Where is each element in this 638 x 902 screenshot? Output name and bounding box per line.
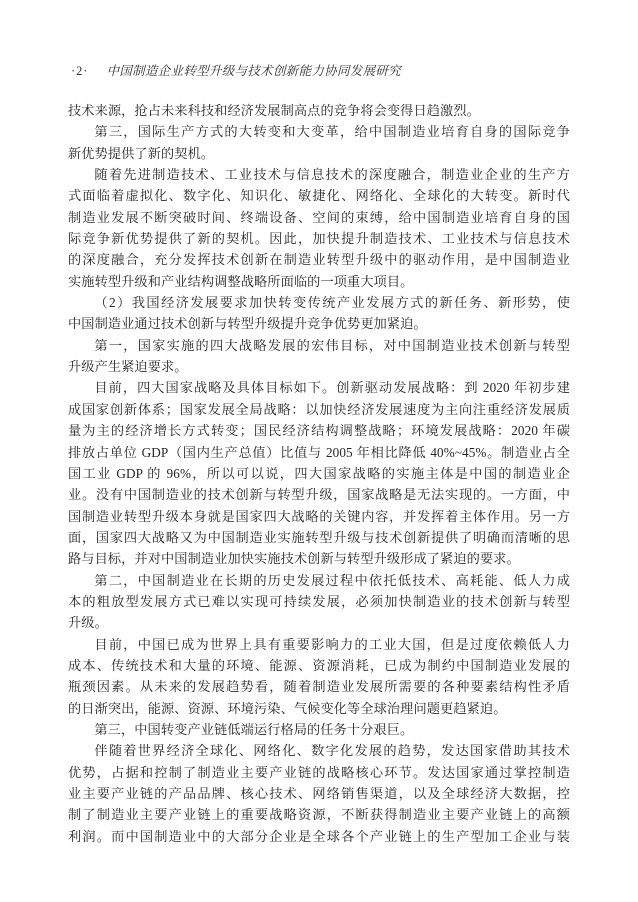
- text-line: 面，国家四大战略又为中国制造业实施转型升级与技术创新提供了明确而清晰的思: [68, 529, 570, 545]
- text-line: 实施转型升级和产业结构调整战略所面临的一项重大项目。: [68, 273, 414, 289]
- text-line: 成国家创新体系；国家发展全局战略：以加快经济发展速度为主向注重经济发展质: [68, 401, 570, 417]
- text-line: 国制造业转型升级本身就是国家四大战略的关键内容，并发挥着主体作用。另一方: [68, 508, 570, 524]
- text-line: 量为主的经济增长方式转变；国民经济结构调整战略；环境发展战略：2020 年碳: [68, 423, 570, 439]
- text-line: 第一，国家实施的四大战略发展的宏伟目标，对中国制造业技术创新与转型: [94, 337, 570, 353]
- running-header: [71, 61, 571, 79]
- text-line: 第三，中国转变产业链低端运行格局的任务十分艰巨。: [94, 721, 414, 737]
- text-line: 目前，中国已成为世界上具有重要影响力的工业大国，但是过度依赖低人力: [94, 636, 570, 652]
- text-line: 制造业发展不断突破时间、终端设备、空间的束缚，给中国制造业培育自身的国: [68, 209, 570, 225]
- running-header-title: 中国制造企业转型升级与技术创新能力协同发展研究: [106, 64, 401, 78]
- text-line: 目前，四大国家战略及具体目标如下。创新驱动发展战略：到 2020 年初步建: [94, 380, 570, 396]
- text-line: 伴随着世界经济全球化、网络化、数字化发展的趋势，发达国家借助其技术: [94, 743, 570, 759]
- text-line: 路与目标，并对中国制造业加快实施技术创新与转型升级形成了紧迫的要求。: [68, 551, 520, 567]
- text-line: 随着先进制造技术、工业技术与信息技术的深度融合，制造业企业的生产方: [94, 167, 570, 183]
- text-line: 业。没有中国制造业的技术创新与转型升级，国家战略是无法实现的。一方面，中: [68, 487, 570, 503]
- text-line: 中国制造业通过技术创新与转型升级提升竞争优势更加紧迫。: [68, 316, 427, 332]
- text-line: 的深度融合，充分发挥技术创新在制造业转型升级中的驱动作用，是中国制造业: [68, 252, 570, 268]
- text-line: 的日渐突出，能源、资源、环境污染、气候变化等全球治理问题更趋紧迫。: [68, 700, 507, 716]
- text-line: 技术来源，抢占未来科技和经济发展制高点的竞争将会变得日趋激烈。: [68, 103, 480, 118]
- text-line: 优势，占据和控制了制造业主要产业链的战略核心环节。发达国家通过掌控制造: [68, 764, 570, 780]
- page-number: ·2·: [71, 64, 89, 78]
- text-line: 第二，中国制造业在长期的历史发展过程中依托低技术、高耗能、低人力成: [94, 572, 570, 588]
- text-line: 瓶颈因素。从未来的发展趋势看，随着制造业发展所需要的各种要素结构性矛盾: [68, 679, 570, 695]
- text-line: 制了制造业主要产业链上的重要战略资源，不断获得制造业主要产业链上的高额: [68, 807, 570, 823]
- text-line: 式面临着虚拟化、数字化、知识化、敏捷化、网络化、全球化的大转变。新时代: [68, 188, 570, 204]
- text-line: 第三，国际生产方式的大转变和大变革，给中国制造业培育自身的国际竞争: [94, 124, 570, 140]
- text-line: 国工业 GDP 的 96%，所以可以说，四大国家战略的实施主体是中国的制造业企: [68, 465, 570, 481]
- text-line: 升级。: [68, 615, 108, 631]
- text-line: 成本、传统技术和大量的环境、能源、资源消耗，已成为制约中国制造业发展的: [68, 657, 570, 673]
- text-line: 排放占单位 GDP（国内生产总值）比值与 2005 年相比降低 40%~45%。制造业占全: [68, 444, 570, 460]
- text-line: （2）我国经济发展要求加快转变传统产业发展方式的新任务、新形势，使: [94, 295, 570, 311]
- text-line: 际竞争新优势提供了新的契机。因此，加快提升制造技术、工业技术与信息技术: [68, 231, 570, 247]
- text-line: 升级产生紧迫要求。: [68, 359, 188, 375]
- page-body: [68, 100, 570, 847]
- text-line: 业主要产业链的产品品牌、核心技术、网络销售渠道，以及全球经济大数据，控: [68, 786, 570, 801]
- text-line: 利润。而中国制造业中的大部分企业是全球各个产业链上的生产型加工企业与装: [68, 828, 570, 844]
- text-line: 新优势提供了新的契机。: [68, 145, 215, 161]
- text-line: 本的粗放型发展方式已难以实现可持续发展，必须加快制造业的技术创新与转型: [68, 593, 570, 609]
